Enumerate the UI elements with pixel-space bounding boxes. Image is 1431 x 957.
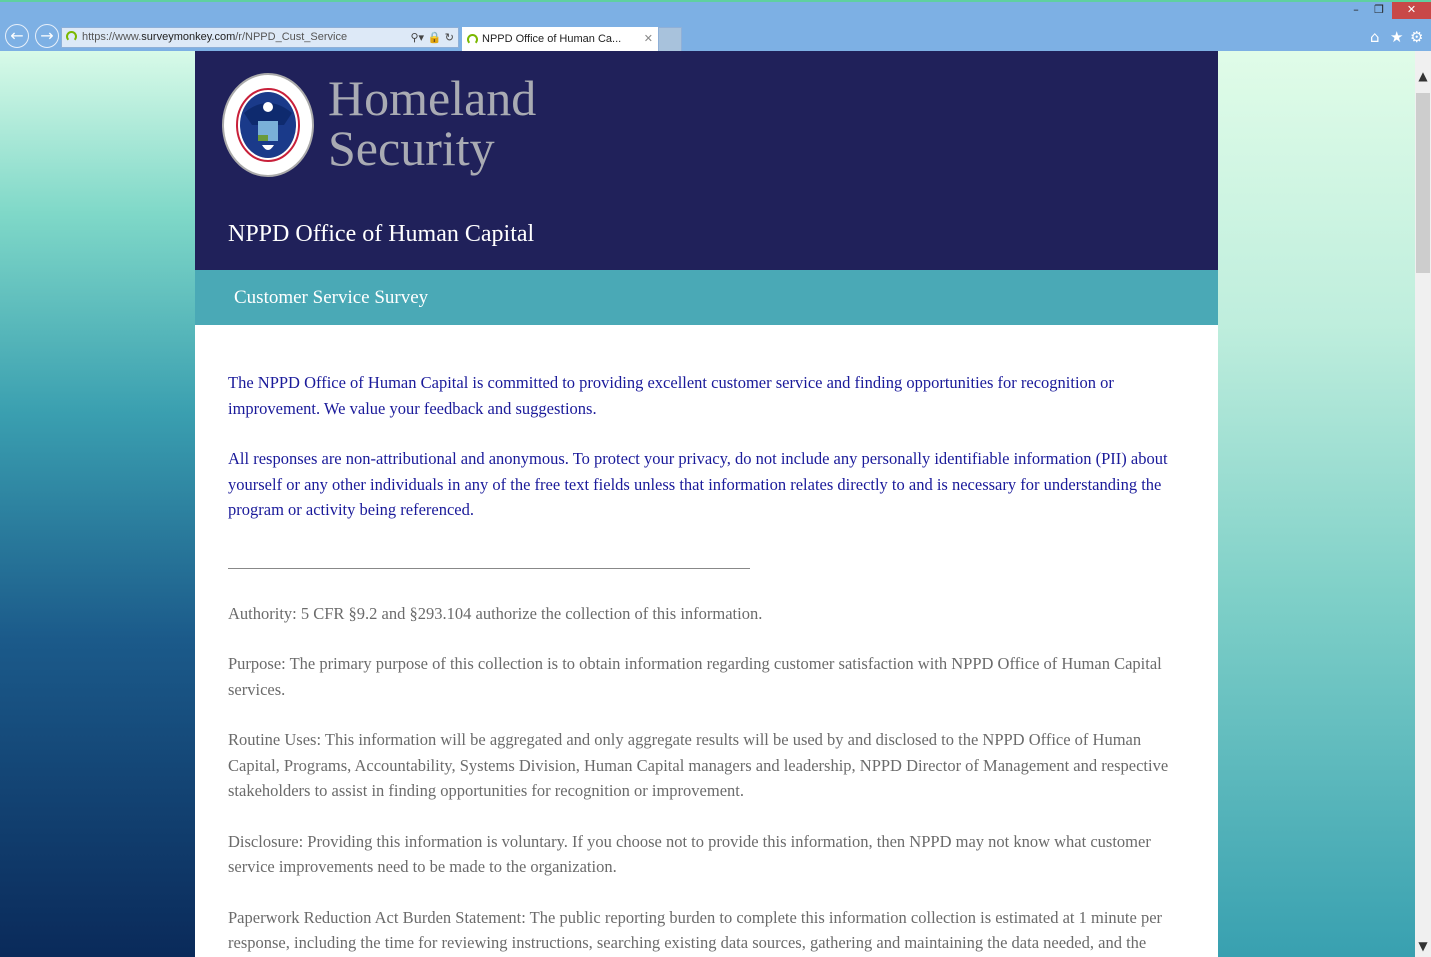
- disclosure-notice: Disclosure: Providing this information is voluntary. If you choose not to provide this information, then NPPD may not know what customer service improvements need to be made to the organization.: [228, 831, 1151, 876]
- forward-button[interactable]: [35, 24, 59, 48]
- purpose-notice: Purpose: The primary purpose of this collection is to obtain information regarding customer satisfaction with NPPD Office of Human Capital services.: [228, 654, 1162, 699]
- browser-chrome: [0, 0, 1431, 51]
- home-icon[interactable]: ⌂: [1370, 28, 1380, 46]
- refresh-icon[interactable]: ↻: [444, 31, 454, 44]
- close-tab-icon[interactable]: ✕: [643, 33, 653, 45]
- back-button[interactable]: [5, 24, 29, 48]
- background: [1218, 51, 1415, 957]
- survey-content: [195, 325, 1185, 956]
- page-viewport: [0, 51, 1415, 957]
- favicon-icon: [467, 34, 478, 45]
- tab-title: NPPD Office of Human Ca...: [482, 33, 622, 45]
- url-path: /r/NPPD_Cust_Service: [235, 31, 348, 43]
- vertical-scrollbar[interactable]: [1415, 51, 1431, 957]
- scrollbar-thumb[interactable]: [1416, 93, 1430, 273]
- back-arrow-icon: ←: [10, 26, 24, 45]
- homeland-security-wordmark: [328, 70, 537, 176]
- routine-uses-notice: Routine Uses: This information will be aggregated and only aggregate results will be used by and disclosed to the NPPD Office of Human Capital, Programs, Accountability, Systems Division, Human Capital managers and leadership, NPPD Director of Management and respective stakeholders to assist in finding opportunities for recognition or improvement.: [228, 730, 1169, 800]
- minimize-button[interactable]: –: [1353, 3, 1359, 16]
- tab-active[interactable]: [462, 27, 658, 52]
- intro-paragraph: The NPPD Office of Human Capital is committed to providing excellent customer service and finding opportunities for recognition or improvement. We value your feedback and suggestions.: [228, 373, 1114, 418]
- forward-arrow-icon: →: [40, 26, 54, 45]
- privacy-paragraph: All responses are non-attributional and anonymous. To protect your privacy, do not include any personally identifiable information (PII) about yourself or any other individuals in any of the free text fields unless that information relates directly to and is necessary for understanding the program or activity being referenced.: [228, 449, 1168, 519]
- address-bar[interactable]: [61, 27, 459, 48]
- lock-icon[interactable]: 🔒: [427, 31, 442, 44]
- restore-button[interactable]: ❐: [1374, 3, 1384, 16]
- survey-page: [195, 51, 1218, 957]
- new-tab-button[interactable]: [658, 27, 682, 52]
- url-scheme: https://www.: [82, 31, 142, 43]
- dhs-seal-logo: [222, 73, 314, 177]
- authority-notice: Authority: 5 CFR §9.2 and §293.104 authorize the collection of this information.: [228, 603, 763, 623]
- favicon-icon: [66, 31, 77, 42]
- scroll-up-icon[interactable]: ▲: [1418, 69, 1428, 83]
- close-window-button[interactable]: ✕: [1392, 2, 1431, 19]
- office-title: NPPD Office of Human Capital: [228, 221, 535, 247]
- gear-icon[interactable]: ⚙: [1410, 28, 1424, 46]
- search-icon[interactable]: ⚲▾: [410, 31, 425, 44]
- wordmark-line: Security: [328, 120, 495, 176]
- scroll-down-icon[interactable]: ▼: [1418, 939, 1428, 953]
- star-icon[interactable]: ★: [1390, 28, 1404, 46]
- survey-title: Customer Service Survey: [195, 270, 1218, 325]
- header: [195, 51, 1218, 270]
- url-domain: surveymonkey.com: [141, 31, 236, 43]
- wordmark-line: Homeland: [328, 70, 537, 126]
- paperwork-notice: Paperwork Reduction Act Burden Statement: The public reporting burden to complete this information collection is estimated at 1 minute per response, including the time for reviewing instructions, searching existing data sources, gathering and maintaining the data needed, and the: [228, 907, 1163, 952]
- divider: [228, 568, 750, 569]
